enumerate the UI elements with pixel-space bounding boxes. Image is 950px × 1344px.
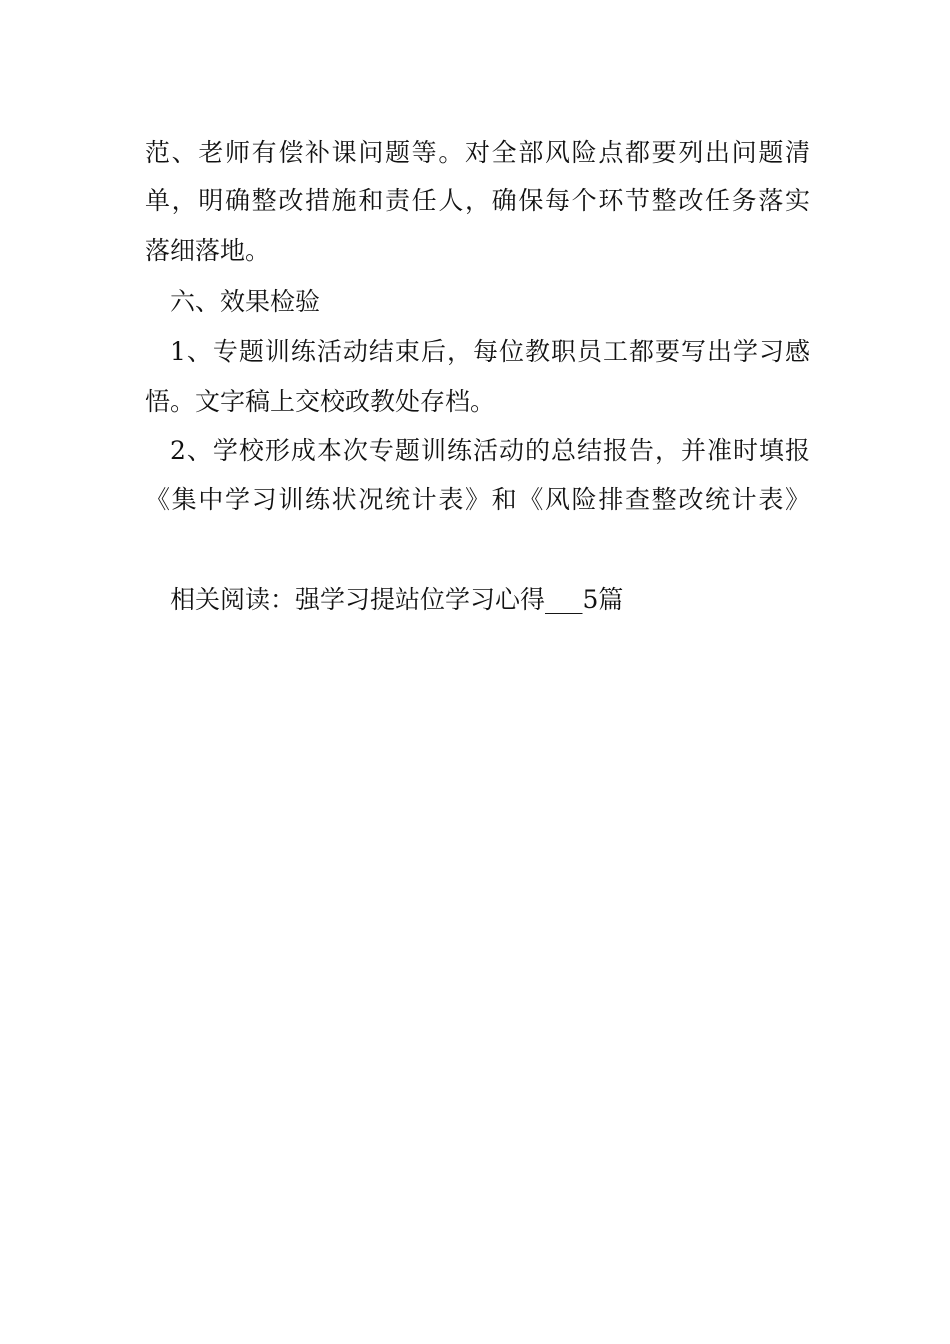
paragraph-line: 范、老师有偿补课问题等。对全部风险点都要列出问题清 [145, 138, 810, 167]
list-item-line: 1、专题训练活动结束后，每位教职员工都要写出学习感 [170, 337, 810, 366]
list-item-line: 悟。文字稿上交校政教处存档。 [145, 387, 496, 416]
paragraph-line: 落细落地。 [145, 236, 271, 265]
section-heading: 六、效果检验 [170, 287, 321, 316]
list-item-line: 《集中学习训练状况统计表》和《风险排查整改统计表》 [145, 485, 810, 514]
paragraph-line: 单，明确整改措施和责任人，确保每个环节整改任务落实 [145, 186, 810, 215]
related-reading-link[interactable]: 相关阅读：强学习提站位学习心得___5篇 [170, 585, 624, 614]
list-item-line: 2、学校形成本次专题训练活动的总结报告，并准时填报 [170, 436, 810, 465]
